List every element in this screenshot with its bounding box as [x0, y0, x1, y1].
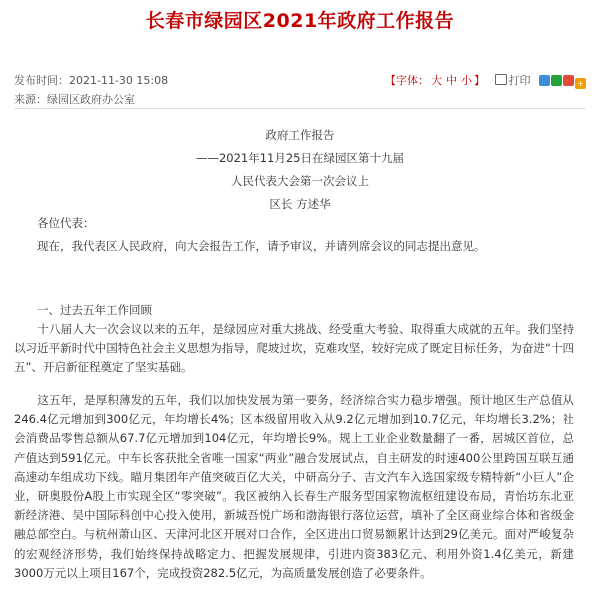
tools — [385, 72, 586, 89]
weibo-icon[interactable] — [563, 75, 574, 86]
more-share-icon[interactable]: + — [575, 78, 586, 89]
report-speaker: 区长 方述华 — [269, 197, 331, 211]
paragraph-2: 这五年，是厚积薄发的五年，我们以加快发展为第一要务，经济综合实力稳步增强。预计地区生产总值从246.4亿元增加到300亿元，年均增长4%；区本级留用收入从9.2亿元增加到10.7亿元，年均增长3.2%；社会消费品零售总额从67.7亿元增加到104亿元，年均增长9%。规上工业企业数量翻了一番，居城区首位，总产值达到591亿元。中车长客获批全省唯一国家“两业”融合发展试点，自主研发的时速400公里跨国互联互通高速动车组成功下线。瞄月集团年产值突破百亿大关，中研高分子、吉文汽车入选国家级专精特新“小巨人”企业，研奥股份A股上市实现全区“零突破”。我区被纳入长春生产服务型国家物流枢纽建设布局，青怡坊东北亚新经济港、吴中国际科创中心投入使用，新城吾悦广场和渤海银行落位运营，填补了全区商业综合体和省级金融总部空白。与杭州萧山区、天津河北区开展对口合作，全区进出口贸易额累计达到29亿美元。面对严峻复杂的宏观经济形势，我们始终保持战略定力、把握发展规律，引进内资383亿元、利用外资1.4亿美元，新建3000万元以上项目167个，完成投资282.5亿元，为高质量发展创造了必要条件。 — [14, 393, 574, 580]
font-small-link[interactable]: 小 — [461, 74, 472, 87]
print-button[interactable] — [495, 74, 531, 87]
report-congress-line: 人民代表大会第一次会议上 — [231, 174, 369, 188]
publish-date: 发布时间：2021-11-30 15:08 — [14, 74, 169, 87]
page-title: 长春市绿园区2021年政府工作报告 — [145, 10, 455, 32]
qzone-icon[interactable] — [539, 75, 550, 86]
section-heading: 一、过去五年工作回顾 — [37, 303, 152, 317]
source-line: 来源：绿园区政府办公室 — [14, 93, 135, 106]
font-size-close: 】 — [474, 74, 485, 87]
font-size-label: 【字体： — [385, 74, 429, 87]
printer-icon — [495, 74, 507, 85]
font-medium-link[interactable]: 中 — [446, 74, 457, 87]
paragraph-1: 十八届人大一次会议以来的五年，是绿园应对重大挑战、经受重大考验、取得重大成就的五年。我们坚持以习近平新时代中国特色社会主义思想为指导，爬坡过坎，克难攻坚，较好完成了既定目标任务，为奋进“十四五”、开启新征程奠定了坚实基础。 — [14, 322, 574, 375]
font-large-link[interactable]: 大 — [431, 74, 442, 87]
intro-text: 现在，我代表区人民政府，向大会报告工作，请予审议，并请列席会议的同志提出意见。 — [37, 239, 486, 253]
wechat-icon[interactable] — [551, 75, 562, 86]
share-bar — [538, 74, 586, 89]
salutation: 各位代表： — [37, 216, 95, 230]
print-label: 打印 — [508, 74, 531, 87]
meta-bar — [14, 72, 586, 88]
report-date-line: ——2021年11月25日在绿园区第十九届 — [195, 151, 405, 165]
divider — [14, 108, 586, 109]
report-title: 政府工作报告 — [265, 128, 335, 142]
